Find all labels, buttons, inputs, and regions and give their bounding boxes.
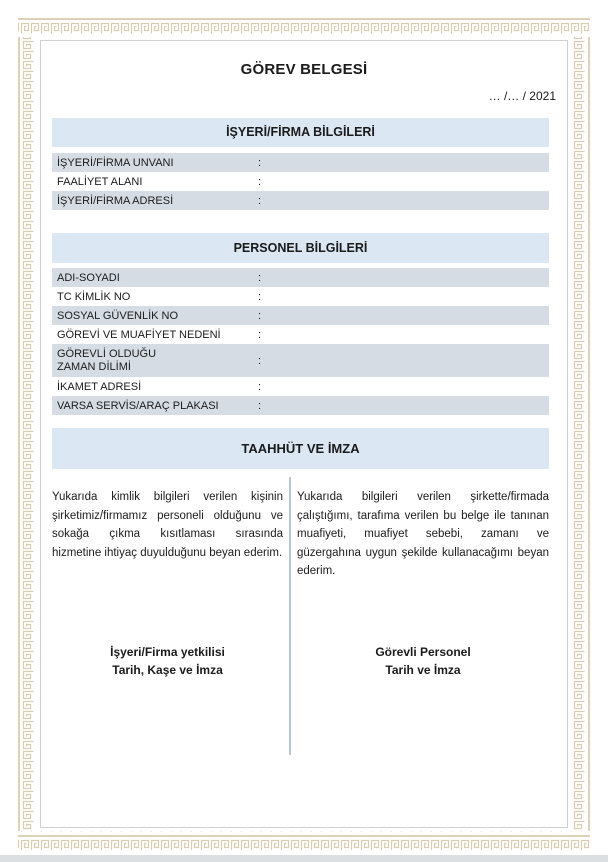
row-value-field[interactable] — [272, 306, 549, 325]
table-row — [52, 306, 549, 325]
employer-statement: Yukarıda kimlik bilgileri verilen kişinin şirketimiz/firmamız personeli olduğunu ve sokağa çıkma kısıtlaması sırasında hizmetine ihtiyaç duyulduğunu beyan ederim. — [52, 491, 283, 559]
page-bottom-edge — [0, 855, 608, 862]
row-label: İŞYERİ/FİRMA ADRESİ — [57, 194, 174, 207]
row-colon: : — [258, 175, 262, 188]
table-row — [52, 172, 549, 191]
employer-signature-caption: Tarih, Kaşe ve İmza — [112, 662, 223, 677]
row-value-field[interactable] — [272, 191, 549, 210]
row-colon: : — [258, 380, 262, 393]
table-row — [52, 268, 549, 287]
date-field: … /… / 2021 — [488, 89, 556, 103]
row-label: FAALİYET ALANI — [57, 175, 143, 188]
row-value-field[interactable] — [272, 396, 549, 415]
page-title: GÖREV BELGESİ — [240, 61, 368, 78]
row-colon: : — [258, 399, 262, 412]
row-value-field[interactable] — [272, 153, 549, 172]
row-label: SOSYAL GÜVENLİK NO — [57, 309, 179, 322]
row-colon: : — [258, 290, 262, 303]
personnel-signature-caption: Tarih ve İmza — [385, 662, 461, 677]
commitment-statements — [52, 488, 549, 581]
row-label: İŞYERİ/FİRMA UNVANI — [57, 156, 174, 169]
personnel-info-table — [52, 268, 549, 415]
table-row — [52, 377, 549, 396]
column-divider-line — [289, 477, 291, 755]
section-header-company: İŞYERİ/FİRMA BİLGİLERİ — [52, 118, 549, 147]
employer-signature-block — [52, 644, 283, 679]
personnel-signature-block — [297, 644, 549, 679]
row-value-field[interactable] — [272, 325, 549, 344]
table-row — [52, 396, 549, 415]
personnel-signature-role: Görevli Personel — [375, 645, 471, 659]
table-row — [52, 325, 549, 344]
row-label-line2: ZAMAN DİLİMİ — [57, 360, 131, 373]
row-value-field[interactable] — [272, 268, 549, 287]
company-info-table — [52, 153, 549, 210]
table-row — [52, 191, 549, 210]
row-label-line1: GÖREVLİ OLDUĞU — [57, 347, 157, 360]
row-colon: : — [258, 309, 262, 322]
row-label: TC KİMLİK NO — [57, 290, 131, 303]
personnel-statement: Yukarıda bilgileri verilen şirkette/firmada çalıştığımı, tarafıma verilen bu belge ile tanınan muafiyeti, muafiyet sebebi, zamanı ve güzergahına uygun şekilde kullanacağımı beyan ederim. — [297, 491, 549, 577]
row-colon: : — [258, 271, 262, 284]
row-value-field[interactable] — [272, 287, 549, 306]
table-row — [52, 287, 549, 306]
row-value-field[interactable] — [272, 172, 549, 191]
table-row — [52, 344, 549, 377]
row-colon: : — [258, 328, 262, 341]
row-label: VARSA SERVİS/ARAÇ PLAKASI — [57, 399, 219, 412]
employer-signature-role: İşyeri/Firma yetkilisi — [110, 645, 225, 659]
row-colon: : — [258, 354, 262, 367]
row-colon: : — [258, 194, 262, 207]
section-header-personnel: PERSONEL BİLGİLERİ — [52, 233, 549, 263]
row-label — [57, 348, 258, 374]
row-label: ADI-SOYADI — [57, 271, 120, 284]
row-label: İKAMET ADRESİ — [57, 380, 142, 393]
row-value-field[interactable] — [272, 377, 549, 396]
row-label: GÖREVİ VE MUAFİYET NEDENİ — [57, 328, 221, 341]
table-row — [52, 153, 549, 172]
section-header-commitment: TAAHHÜT VE İMZA — [52, 428, 549, 469]
row-colon: : — [258, 156, 262, 169]
row-value-field[interactable] — [272, 344, 549, 377]
